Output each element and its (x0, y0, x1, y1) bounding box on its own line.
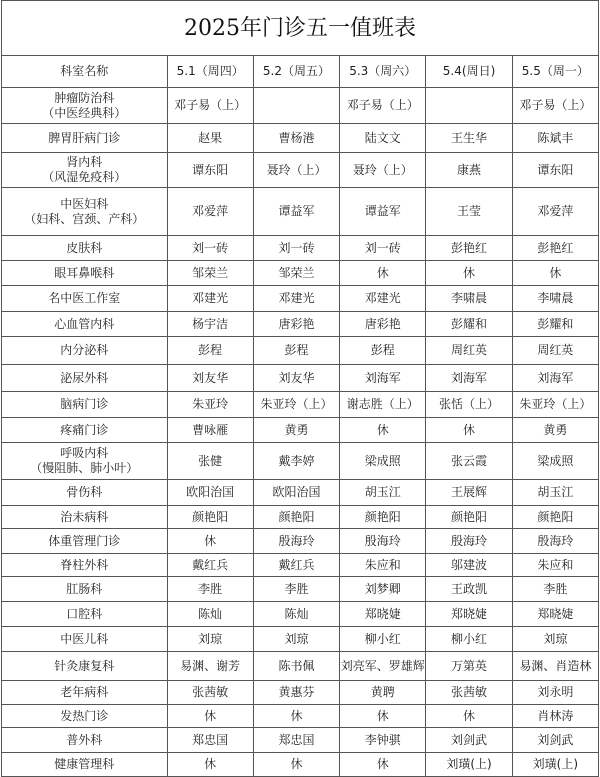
dept-cell (2, 365, 168, 392)
duty-cell: 刘剑武 (512, 728, 598, 753)
dept-name-line: 泌尿外科 (60, 370, 109, 385)
duty-cell: 唐彩艳 (340, 312, 426, 337)
dept-name-line: （慢阻肺、肺小叶） (30, 461, 139, 475)
table-row (2, 365, 599, 392)
duty-cell: 赵果 (167, 124, 253, 153)
dept-cell (2, 124, 168, 153)
duty-cell: 休 (340, 418, 426, 443)
duty-cell: 李啸晨 (512, 286, 598, 312)
duty-cell: 王展辉 (426, 480, 512, 506)
header-cell-day1: 5.1（周四） (167, 56, 253, 88)
dept-cell (2, 153, 168, 188)
duty-cell: 陆文文 (340, 124, 426, 153)
dept-cell (2, 728, 168, 753)
duty-cell: 颜艳阳 (512, 506, 598, 529)
duty-cell: 李胜 (253, 577, 339, 602)
dept-name-line: 老年病科 (60, 685, 109, 699)
dept-cell (2, 261, 168, 286)
duty-cell: 胡玉江 (512, 480, 598, 506)
duty-cell: 彭程 (253, 337, 339, 365)
duty-cell: 欧阳治国 (167, 480, 253, 506)
duty-cell: 彭耀和 (426, 312, 512, 337)
header-cell-day5: 5.5（周一） (512, 56, 598, 88)
duty-cell: 邓子易（上） (167, 88, 253, 124)
dept-cell (2, 188, 168, 236)
duty-cell: 杨宇洁 (167, 312, 253, 337)
duty-cell: 肖林涛 (512, 705, 598, 728)
duty-cell: 欧阳治国 (253, 480, 339, 506)
duty-cell: 彭程 (340, 337, 426, 365)
duty-cell: 刘海军 (512, 365, 598, 392)
duty-cell: 邓建光 (253, 286, 339, 312)
table-row (2, 312, 599, 337)
duty-cell: 王政凯 (426, 577, 512, 602)
dept-cell (2, 506, 168, 529)
duty-cell: 郑忠国 (253, 728, 339, 753)
dept-name-line: 健康管理科 (54, 757, 115, 771)
dept-name-line: 脾胃肝病门诊 (48, 130, 121, 145)
duty-cell: 刘一砖 (253, 236, 339, 261)
table-row (2, 124, 599, 153)
duty-cell: 李啸晨 (426, 286, 512, 312)
duty-cell: 刘琼 (253, 627, 339, 652)
dept-cell (2, 443, 168, 480)
duty-cell: 王莹 (426, 188, 512, 236)
duty-cell: 邓爱萍 (512, 188, 598, 236)
dept-cell (2, 577, 168, 602)
dept-name-line: 发热门诊 (60, 708, 109, 723)
table-row (2, 728, 599, 753)
dept-name-line: （妇科、宫颈、产科） (24, 211, 145, 226)
dept-name-line: （中医经典科） (42, 105, 127, 120)
dept-name-line: 肿瘤防治科 (54, 90, 115, 105)
dept-name-line: 中医儿科 (60, 631, 109, 646)
table-row (2, 705, 599, 728)
dept-name-line: 普外科 (66, 732, 103, 747)
duty-cell: 邓建光 (340, 286, 426, 312)
duty-cell: 谭东阳 (512, 153, 598, 188)
duty-cell: 休 (167, 753, 253, 777)
duty-cell: 邓子易（上） (512, 88, 598, 124)
dept-cell (2, 529, 168, 554)
duty-cell: 陈书佩 (253, 652, 339, 681)
duty-cell: 邹荣兰 (253, 261, 339, 286)
duty-cell: 谢志胜（上） (340, 392, 426, 418)
dept-cell (2, 480, 168, 506)
duty-cell: 邹荣兰 (167, 261, 253, 286)
duty-cell: 颜艳阳 (253, 506, 339, 529)
duty-cell: 李钟骐 (340, 728, 426, 753)
duty-cell: 胡玉江 (340, 480, 426, 506)
duty-cell: 梁成照 (340, 443, 426, 480)
dept-name-line: 体重管理门诊 (48, 533, 121, 548)
duty-cell: 刘永明 (512, 681, 598, 705)
schedule-document (1, 0, 599, 777)
dept-name-line: 名中医工作室 (48, 291, 121, 305)
duty-cell: 刘友华 (253, 365, 339, 392)
table-row (2, 554, 599, 577)
duty-cell: 郑晓婕 (512, 602, 598, 627)
table-row (2, 392, 599, 418)
dept-cell (2, 681, 168, 705)
header-cell-dept: 科室名称 (2, 56, 168, 88)
table-row (2, 506, 599, 529)
duty-cell: 郑晓婕 (426, 602, 512, 627)
duty-cell: 刘璜(上) (512, 753, 598, 777)
table-row (2, 188, 599, 236)
header-cell-day2: 5.2（周五） (253, 56, 339, 88)
duty-cell: 谭东阳 (167, 153, 253, 188)
dept-cell (2, 602, 168, 627)
duty-cell: 邓爱萍 (167, 188, 253, 236)
dept-name-line: 骨伤科 (66, 485, 103, 499)
duty-cell: 刘琼 (167, 627, 253, 652)
table-row (2, 153, 599, 188)
table-row (2, 627, 599, 652)
duty-cell: 休 (426, 705, 512, 728)
duty-cell: 万第英 (426, 652, 512, 681)
schedule-body (2, 88, 599, 777)
dept-name-line: 肛肠科 (66, 581, 103, 596)
duty-cell: 休 (253, 753, 339, 777)
dept-cell (2, 627, 168, 652)
duty-cell: 曹咏雁 (167, 418, 253, 443)
table-row (2, 337, 599, 365)
duty-cell: 刘璜(上) (426, 753, 512, 777)
duty-cell: 聂玲（上） (253, 153, 339, 188)
duty-cell: 颜艳阳 (167, 506, 253, 529)
duty-cell: 刘海军 (340, 365, 426, 392)
duty-cell: 戴李婷 (253, 443, 339, 480)
duty-cell: 郑忠国 (167, 728, 253, 753)
duty-cell: 邬建波 (426, 554, 512, 577)
duty-cell: 张云霞 (426, 443, 512, 480)
duty-cell: 休 (253, 705, 339, 728)
duty-cell: 谭益军 (340, 188, 426, 236)
duty-cell: 陈灿 (167, 602, 253, 627)
duty-cell: 刘海军 (426, 365, 512, 392)
dept-cell (2, 418, 168, 443)
duty-cell: 刘梦卿 (340, 577, 426, 602)
duty-cell: 陈灿 (253, 602, 339, 627)
dept-name-line: 内分泌科 (60, 343, 109, 357)
duty-cell: 休 (167, 705, 253, 728)
header-row (2, 56, 599, 88)
duty-cell: 康燕 (426, 153, 512, 188)
dept-name-line: 皮肤科 (66, 240, 103, 255)
table-row (2, 529, 599, 554)
duty-cell: 休 (340, 261, 426, 286)
dept-name-line: 针灸康复科 (54, 658, 115, 673)
table-row (2, 652, 599, 681)
duty-cell: 李胜 (167, 577, 253, 602)
duty-cell: 朱应和 (340, 554, 426, 577)
duty-cell: 张健 (167, 443, 253, 480)
duty-cell: 彭程 (167, 337, 253, 365)
duty-cell: 唐彩艳 (253, 312, 339, 337)
duty-cell: 郑晓婕 (340, 602, 426, 627)
header-cell-day4: 5.4(周日) (426, 56, 512, 88)
duty-cell: 易渊、谢芳 (167, 652, 253, 681)
table-row (2, 480, 599, 506)
duty-cell: 彭艳红 (426, 236, 512, 261)
duty-cell: 戴红兵 (167, 554, 253, 577)
dept-name-line: 口腔科 (66, 606, 103, 621)
duty-cell: 张恬（上） (426, 392, 512, 418)
dept-cell (2, 88, 168, 124)
duty-cell: 柳小红 (426, 627, 512, 652)
duty-cell: 殷海玲 (253, 529, 339, 554)
table-row (2, 286, 599, 312)
dept-cell (2, 337, 168, 365)
table-row (2, 88, 599, 124)
duty-cell: 戴红兵 (253, 554, 339, 577)
duty-cell: 陈斌丰 (512, 124, 598, 153)
table-row (2, 236, 599, 261)
duty-cell: 张茜敏 (426, 681, 512, 705)
duty-cell: 朱亚玲（上） (253, 392, 339, 418)
table-row (2, 577, 599, 602)
duty-cell: 颜艳阳 (426, 506, 512, 529)
table-row (2, 261, 599, 286)
duty-cell: 刘友华 (167, 365, 253, 392)
dept-name-line: 治未病科 (60, 509, 109, 524)
schedule-table (1, 55, 599, 777)
dept-cell (2, 554, 168, 577)
duty-cell: 朱亚玲 (167, 392, 253, 418)
dept-cell (2, 286, 168, 312)
page-title: 2025年门诊五一值班表 (1, 0, 599, 55)
duty-cell: 周红英 (426, 337, 512, 365)
dept-name-line: 脊柱外科 (60, 557, 109, 572)
duty-cell: 周红英 (512, 337, 598, 365)
dept-name-line: 眼耳鼻喉科 (54, 265, 115, 280)
duty-cell: 朱应和 (512, 554, 598, 577)
duty-cell: 梁成照 (512, 443, 598, 480)
table-row (2, 418, 599, 443)
duty-cell: 刘琼 (512, 627, 598, 652)
duty-cell: 聂玲（上） (340, 153, 426, 188)
duty-cell: 刘剑武 (426, 728, 512, 753)
duty-cell: 休 (426, 418, 512, 443)
duty-cell: 柳小红 (340, 627, 426, 652)
duty-cell: 彭耀和 (512, 312, 598, 337)
duty-cell: 易渊、肖造林 (512, 652, 598, 681)
table-row (2, 602, 599, 627)
duty-cell: 邓子易（上） (340, 88, 426, 124)
dept-name-line: 疼痛门诊 (60, 422, 109, 437)
dept-cell (2, 236, 168, 261)
duty-cell: 刘亮军、罗雄辉 (340, 652, 426, 681)
duty-cell: 朱亚玲（上） (512, 392, 598, 418)
dept-cell (2, 312, 168, 337)
table-row (2, 443, 599, 480)
duty-cell: 休 (512, 261, 598, 286)
duty-cell: 殷海玲 (340, 529, 426, 554)
duty-cell: 殷海玲 (512, 529, 598, 554)
dept-cell (2, 705, 168, 728)
dept-name-line: 心血管内科 (54, 316, 115, 331)
table-row (2, 681, 599, 705)
duty-cell: 谭益军 (253, 188, 339, 236)
duty-cell: 王生华 (426, 124, 512, 153)
duty-cell: 李胜 (512, 577, 598, 602)
duty-cell: 颜艳阳 (340, 506, 426, 529)
duty-cell: 邓建光 (167, 286, 253, 312)
duty-cell: 休 (426, 261, 512, 286)
duty-cell: 黄聘 (340, 681, 426, 705)
duty-cell: 休 (167, 529, 253, 554)
dept-name-line: 肾内科 (66, 155, 103, 169)
duty-cell: 黄勇 (253, 418, 339, 443)
dept-name-line: 呼吸内科 (60, 446, 109, 460)
duty-cell: 曹杨港 (253, 124, 339, 153)
duty-cell: 刘一砖 (340, 236, 426, 261)
dept-name-line: 中医妇科 (60, 196, 109, 211)
dept-cell (2, 392, 168, 418)
duty-cell: 黄勇 (512, 418, 598, 443)
dept-cell (2, 652, 168, 681)
duty-cell (426, 88, 512, 124)
duty-cell (253, 88, 339, 124)
duty-cell: 张茜敏 (167, 681, 253, 705)
duty-cell: 休 (340, 753, 426, 777)
duty-cell: 黄惠芬 (253, 681, 339, 705)
dept-name-line: 脑病门诊 (60, 397, 109, 411)
duty-cell: 彭艳红 (512, 236, 598, 261)
header-cell-day3: 5.3（周六） (340, 56, 426, 88)
duty-cell: 殷海玲 (426, 529, 512, 554)
dept-name-line: （风湿免疫科） (42, 170, 127, 184)
duty-cell: 刘一砖 (167, 236, 253, 261)
duty-cell: 休 (340, 705, 426, 728)
